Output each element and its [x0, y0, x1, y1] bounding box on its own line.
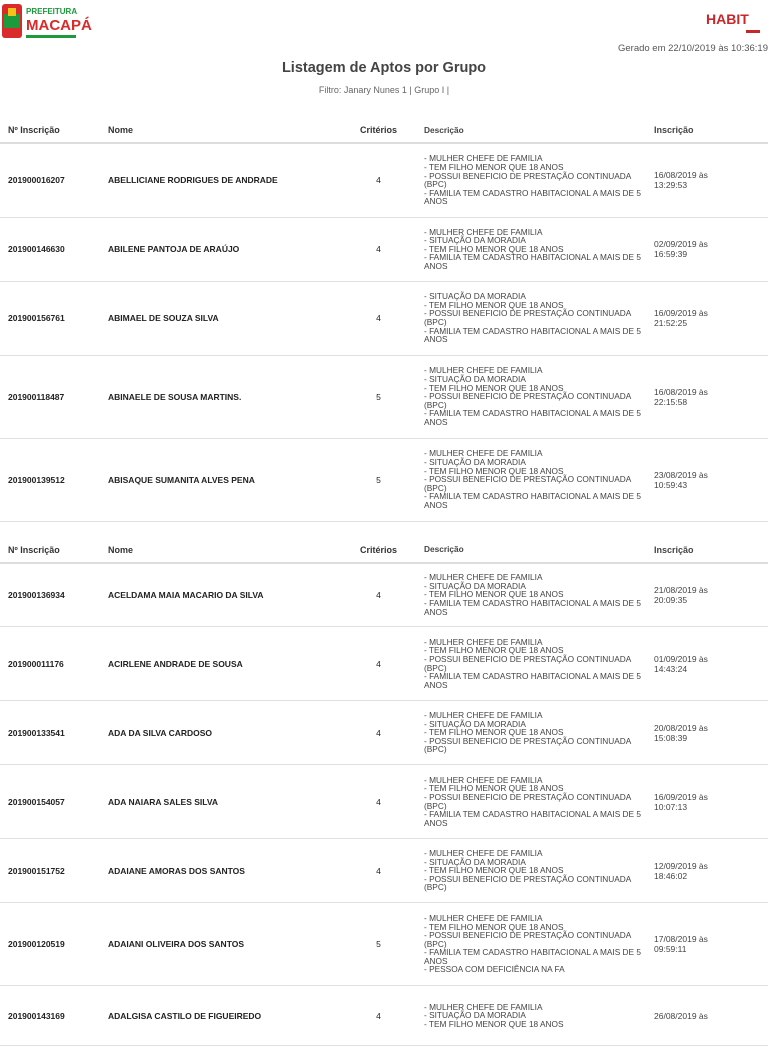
- criteria-description: [424, 355, 654, 438]
- column-header: Inscrição: [654, 118, 768, 143]
- inscription-time: 20:09:35: [654, 595, 768, 605]
- description-line: - MULHER CHEFE DE FAMILIA: [424, 849, 654, 858]
- criteria-description: [424, 986, 654, 1046]
- criteria-count: 5: [333, 355, 424, 438]
- applicant-name: ADA NAIARA SALES SILVA: [108, 765, 333, 839]
- description-line: - FAMILIA TEM CADASTRO HABITACIONAL A MAIS DE 5 ANOS: [424, 253, 654, 270]
- table-row: [0, 217, 768, 281]
- criteria-count: 4: [333, 217, 424, 281]
- table-row: [0, 281, 768, 355]
- description-line: - TEM FILHO MENOR QUE 18 ANOS: [424, 245, 654, 254]
- description-line: - TEM FILHO MENOR QUE 18 ANOS: [424, 646, 654, 655]
- table-header-row: [0, 118, 768, 143]
- inscription-date: 26/08/2019 às: [654, 1011, 768, 1021]
- description-line: - POSSUI BENEFICIO DE PRESTAÇÃO CONTINUADA (BPC): [424, 392, 654, 409]
- description-line: - FAMILIA TEM CADASTRO HABITACIONAL A MAIS DE 5 ANOS: [424, 189, 654, 206]
- inscricao-number: 201900016207: [0, 143, 108, 217]
- description-line: - MULHER CHEFE DE FAMILIA: [424, 914, 654, 923]
- description-line: - TEM FILHO MENOR QUE 18 ANOS: [424, 163, 654, 172]
- criteria-description: [424, 563, 654, 627]
- criteria-count: 4: [333, 627, 424, 701]
- description-line: - POSSUI BENEFICIO DE PRESTAÇÃO CONTINUADA (BPC): [424, 793, 654, 810]
- description-line: - SITUAÇÃO DA MORADIA: [424, 458, 654, 467]
- svg-text:HABIT: HABIT: [706, 11, 749, 27]
- criteria-count: 4: [333, 765, 424, 839]
- svg-text:PREFEITURA: PREFEITURA: [26, 7, 77, 16]
- criteria-description: [424, 701, 654, 765]
- table-row: [0, 701, 768, 765]
- criteria-description: [424, 143, 654, 217]
- inscription-datetime: [654, 355, 768, 438]
- description-line: - POSSUI BENEFICIO DE PRESTAÇÃO CONTINUADA (BPC): [424, 172, 654, 189]
- applicant-name: ADAIANI OLIVEIRA DOS SANTOS: [108, 903, 333, 986]
- description-line: - SITUAÇÃO DA MORADIA: [424, 720, 654, 729]
- column-header: Critérios: [333, 118, 424, 143]
- applicant-name: ABELLICIANE RODRIGUES DE ANDRADE: [108, 143, 333, 217]
- applicant-name: ACIRLENE ANDRADE DE SOUSA: [108, 627, 333, 701]
- description-line: - FAMILIA TEM CADASTRO HABITACIONAL A MAIS DE 5 ANOS: [424, 492, 654, 509]
- criteria-count: 4: [333, 143, 424, 217]
- description-line: - TEM FILHO MENOR QUE 18 ANOS: [424, 866, 654, 875]
- description-line: - FAMILIA TEM CADASTRO HABITACIONAL A MAIS DE 5 ANOS: [424, 810, 654, 827]
- column-header: Nome: [108, 118, 333, 143]
- description-line: - POSSUI BENEFICIO DE PRESTAÇÃO CONTINUADA (BPC): [424, 655, 654, 672]
- table-row: [0, 986, 768, 1046]
- table-row: [0, 903, 768, 986]
- report-tables: [0, 118, 768, 1046]
- inscription-time: 10:59:43: [654, 480, 768, 490]
- table-row: [0, 765, 768, 839]
- inscription-time: 09:59:11: [654, 944, 768, 954]
- column-header: Nº Inscrição: [0, 538, 108, 563]
- description-line: - TEM FILHO MENOR QUE 18 ANOS: [424, 784, 654, 793]
- inscricao-number: 201900156761: [0, 281, 108, 355]
- inscription-date: 20/08/2019 às: [654, 723, 768, 733]
- table-row: [0, 143, 768, 217]
- inscricao-number: 201900154057: [0, 765, 108, 839]
- description-line: - MULHER CHEFE DE FAMILIA: [424, 154, 654, 163]
- table-gap: [0, 522, 768, 538]
- applicant-name: ABIMAEL DE SOUZA SILVA: [108, 281, 333, 355]
- filter-label: Filtro: Janary Nunes 1 | Grupo I |: [0, 85, 768, 95]
- description-line: - MULHER CHEFE DE FAMILIA: [424, 366, 654, 375]
- inscription-date: 12/09/2019 às: [654, 861, 768, 871]
- column-header: Inscrição: [654, 538, 768, 563]
- applicant-name: ABINAELE DE SOUSA MARTINS.: [108, 355, 333, 438]
- description-line: - FAMILIA TEM CADASTRO HABITACIONAL A MAIS DE 5 ANOS: [424, 409, 654, 426]
- table-row: [0, 627, 768, 701]
- inscription-datetime: [654, 438, 768, 521]
- description-line: - TEM FILHO MENOR QUE 18 ANOS: [424, 923, 654, 932]
- description-line: - TEM FILHO MENOR QUE 18 ANOS: [424, 1020, 654, 1029]
- inscription-time: 10:07:13: [654, 802, 768, 812]
- inscricao-number: 201900151752: [0, 839, 108, 903]
- criteria-count: 4: [333, 839, 424, 903]
- inscription-date: 17/08/2019 às: [654, 934, 768, 944]
- inscription-datetime: [654, 563, 768, 627]
- inscription-time: 16:59:39: [654, 249, 768, 259]
- criteria-count: 5: [333, 438, 424, 521]
- inscription-date: 01/09/2019 às: [654, 654, 768, 664]
- inscription-time: 15:08:39: [654, 733, 768, 743]
- inscription-date: 16/09/2019 às: [654, 792, 768, 802]
- criteria-count: 4: [333, 281, 424, 355]
- criteria-description: [424, 765, 654, 839]
- column-header: Descrição: [424, 538, 654, 563]
- inscription-time: 22:15:58: [654, 397, 768, 407]
- criteria-description: [424, 281, 654, 355]
- criteria-description: [424, 217, 654, 281]
- inscription-date: 23/08/2019 às: [654, 470, 768, 480]
- description-line: - TEM FILHO MENOR QUE 18 ANOS: [424, 467, 654, 476]
- table-row: [0, 438, 768, 521]
- svg-text:MACAPÁ: MACAPÁ: [26, 17, 92, 34]
- criteria-count: 4: [333, 563, 424, 627]
- description-line: - TEM FILHO MENOR QUE 18 ANOS: [424, 728, 654, 737]
- inscription-date: 16/08/2019 às: [654, 387, 768, 397]
- applicant-name: ADALGISA CASTILO DE FIGUEIREDO: [108, 986, 333, 1046]
- description-line: - PESSOA COM DEFICIÊNCIA NA FA: [424, 965, 654, 974]
- inscricao-number: 201900118487: [0, 355, 108, 438]
- inscricao-number: 201900143169: [0, 986, 108, 1046]
- description-line: - SITUAÇÃO DA MORADIA: [424, 582, 654, 591]
- description-line: - FAMILIA TEM CADASTRO HABITACIONAL A MAIS DE 5 ANOS: [424, 327, 654, 344]
- inscricao-number: 201900133541: [0, 701, 108, 765]
- criteria-description: [424, 627, 654, 701]
- generated-timestamp: Gerado em 22/10/2019 às 10:36:19: [618, 43, 768, 54]
- applicant-name: ACELDAMA MAIA MACARIO DA SILVA: [108, 563, 333, 627]
- criteria-count: 4: [333, 701, 424, 765]
- inscricao-number: 201900139512: [0, 438, 108, 521]
- description-line: - TEM FILHO MENOR QUE 18 ANOS: [424, 384, 654, 393]
- description-line: - POSSUI BENEFICIO DE PRESTAÇÃO CONTINUADA (BPC): [424, 875, 654, 892]
- applicant-name: ADAIANE AMORAS DOS SANTOS: [108, 839, 333, 903]
- table-row: [0, 355, 768, 438]
- description-line: - SITUAÇÃO DA MORADIA: [424, 292, 654, 301]
- column-header: Nº Inscrição: [0, 118, 108, 143]
- description-line: - POSSUI BENEFICIO DE PRESTAÇÃO CONTINUADA (BPC): [424, 309, 654, 326]
- inscription-datetime: [654, 281, 768, 355]
- inscription-time: 13:29:53: [654, 180, 768, 190]
- applicant-name: ABISAQUE SUMANITA ALVES PENA: [108, 438, 333, 521]
- description-line: - SITUAÇÃO DA MORADIA: [424, 236, 654, 245]
- inscription-datetime: [654, 627, 768, 701]
- page-title: Listagem de Aptos por Grupo: [0, 60, 768, 76]
- description-line: - FAMILIA TEM CADASTRO HABITACIONAL A MAIS DE 5 ANOS: [424, 672, 654, 689]
- description-line: - MULHER CHEFE DE FAMILIA: [424, 573, 654, 582]
- inscricao-number: 201900120519: [0, 903, 108, 986]
- criteria-count: 5: [333, 903, 424, 986]
- inscription-date: 16/09/2019 às: [654, 308, 768, 318]
- description-line: - MULHER CHEFE DE FAMILIA: [424, 449, 654, 458]
- description-line: - MULHER CHEFE DE FAMILIA: [424, 711, 654, 720]
- inscricao-number: 201900146630: [0, 217, 108, 281]
- inscription-date: 21/08/2019 às: [654, 585, 768, 595]
- description-line: - MULHER CHEFE DE FAMILIA: [424, 638, 654, 647]
- inscription-datetime: [654, 903, 768, 986]
- column-header: Descrição: [424, 118, 654, 143]
- criteria-description: [424, 903, 654, 986]
- inscription-datetime: [654, 217, 768, 281]
- description-line: - SITUAÇÃO DA MORADIA: [424, 858, 654, 867]
- inscricao-number: 201900011176: [0, 627, 108, 701]
- prefeitura-macapa-logo: [0, 0, 80, 44]
- aptos-table: [0, 538, 768, 1046]
- habit-logo: [706, 8, 762, 36]
- table-header-row: [0, 538, 768, 563]
- inscription-date: 16/08/2019 às: [654, 170, 768, 180]
- description-line: - SITUAÇÃO DA MORADIA: [424, 1011, 654, 1020]
- inscricao-number: 201900136934: [0, 563, 108, 627]
- inscription-datetime: [654, 765, 768, 839]
- inscription-datetime: [654, 143, 768, 217]
- inscription-datetime: [654, 701, 768, 765]
- description-line: - POSSUI BENEFICIO DE PRESTAÇÃO CONTINUADA (BPC): [424, 931, 654, 948]
- description-line: - POSSUI BENEFICIO DE PRESTAÇÃO CONTINUADA (BPC): [424, 737, 654, 754]
- applicant-name: ABILENE PANTOJA DE ARAÚJO: [108, 217, 333, 281]
- description-line: - MULHER CHEFE DE FAMILIA: [424, 1003, 654, 1012]
- inscription-time: 18:46:02: [654, 871, 768, 881]
- inscription-datetime: [654, 839, 768, 903]
- description-line: - TEM FILHO MENOR QUE 18 ANOS: [424, 301, 654, 310]
- table-row: [0, 563, 768, 627]
- description-line: - MULHER CHEFE DE FAMILIA: [424, 228, 654, 237]
- inscription-time: 21:52:25: [654, 318, 768, 328]
- description-line: - POSSUI BENEFICIO DE PRESTAÇÃO CONTINUADA (BPC): [424, 475, 654, 492]
- description-line: - FAMILIA TEM CADASTRO HABITACIONAL A MAIS DE 5 ANOS: [424, 599, 654, 616]
- inscription-date: 02/09/2019 às: [654, 239, 768, 249]
- column-header: Nome: [108, 538, 333, 563]
- description-line: - SITUAÇÃO DA MORADIA: [424, 375, 654, 384]
- aptos-table: [0, 118, 768, 522]
- description-line: - FAMILIA TEM CADASTRO HABITACIONAL A MAIS DE 5 ANOS: [424, 948, 654, 965]
- applicant-name: ADA DA SILVA CARDOSO: [108, 701, 333, 765]
- inscription-time: 14:43:24: [654, 664, 768, 674]
- criteria-description: [424, 839, 654, 903]
- criteria-description: [424, 438, 654, 521]
- criteria-count: 4: [333, 986, 424, 1046]
- description-line: - MULHER CHEFE DE FAMILIA: [424, 776, 654, 785]
- inscription-datetime: [654, 986, 768, 1046]
- description-line: - TEM FILHO MENOR QUE 18 ANOS: [424, 590, 654, 599]
- column-header: Critérios: [333, 538, 424, 563]
- table-row: [0, 839, 768, 903]
